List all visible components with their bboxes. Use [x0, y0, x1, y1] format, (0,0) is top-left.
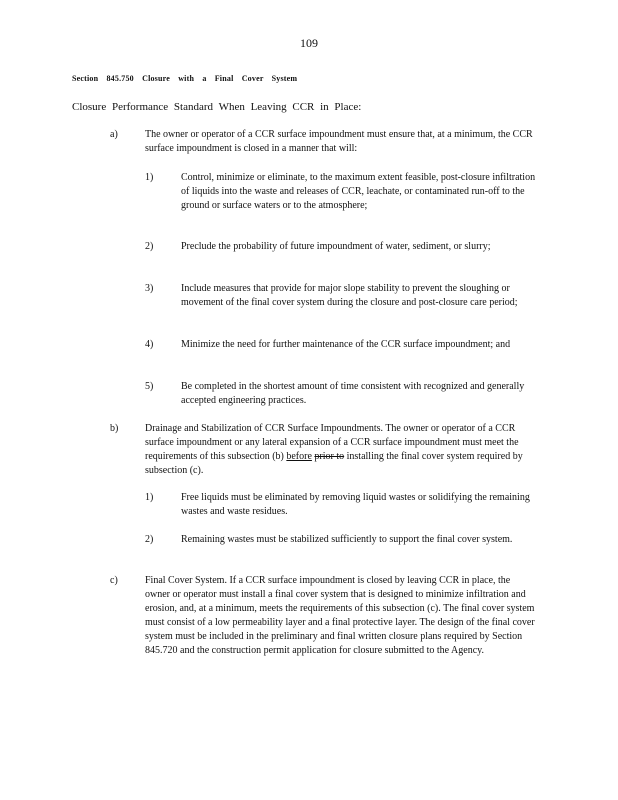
subsection-a-marker: a): [110, 129, 118, 140]
item-b2-text: Remaining wastes must be stabilized sufficiently to support the final cover system.: [181, 534, 513, 545]
page-number: 109: [300, 36, 318, 50]
item-a3-marker: 3): [145, 283, 154, 294]
item-b1-text: Free liquids must be eliminated by removing liquid wastes or solidifying the remaining wastes and waste residues.: [181, 492, 530, 517]
item-a5-marker: 5): [145, 381, 154, 392]
item-a2-text: Preclude the probability of future impoundment of water, sediment, or slurry;: [181, 241, 491, 252]
item-a1-marker: 1): [145, 172, 154, 183]
subtitle: Closure Performance Standard When Leaving CCR in Place:: [72, 101, 362, 113]
item-a4-text: Minimize the need for further maintenance of the CCR surface impoundment; and: [181, 339, 511, 350]
item-b1-marker: 1): [145, 492, 154, 503]
section-heading: Section 845.750 Closure with a Final Cover System: [72, 74, 298, 83]
subsection-b-text-before: Drainage and Stabilization of CCR Surface Impoundments. The owner or operator of a CCR surface impoundment or any lateral expansion of a CCR surface impoundment must meet the requirements of this subsection (b): [145, 423, 519, 462]
item-a1-text: Control, minimize or eliminate, to the maximum extent feasible, post-closure infiltration of liquids into the waste and releases of CCR, leachate, or contaminated run-off to the ground or surface waters or to the atmosphere;: [181, 172, 536, 211]
deleted-text: prior to: [314, 451, 345, 462]
item-a5-text: Be completed in the shortest amount of time consistent with recognized and generally accepted engineering practices.: [181, 381, 525, 406]
item-a2-marker: 2): [145, 241, 154, 252]
item-b2-marker: 2): [145, 534, 154, 545]
subsection-b-text: [145, 422, 535, 478]
subsection-c-text: Final Cover System. If a CCR surface impoundment is closed by leaving CCR in place, the owner or operator must install a final cover system that is designed to minimize infiltration and erosion, and, at a minimum, meets the requirements of this subsection (c). The final cover system must consist of a low permeability layer and a final protective layer. The design of the final cover system must be included in the preliminary and final written closure plans required by Section 845.720 and the construction permit application for closure submitted to the Agency.: [145, 575, 535, 656]
item-a4-marker: 4): [145, 339, 154, 350]
inserted-text: before: [286, 451, 312, 462]
item-a3-text: Include measures that provide for major slope stability to prevent the sloughing or movement of the final cover system during the closure and post-closure care period;: [181, 283, 518, 308]
subsection-a-text: The owner or operator of a CCR surface impoundment must ensure that, at a minimum, the CCR surface impoundment is closed in a manner that will:: [145, 129, 533, 154]
subsection-b-text-after: installing the final cover system required by subsection (c).: [145, 451, 523, 476]
subsection-c-marker: c): [110, 575, 118, 586]
subsection-b-marker: b): [110, 423, 119, 434]
